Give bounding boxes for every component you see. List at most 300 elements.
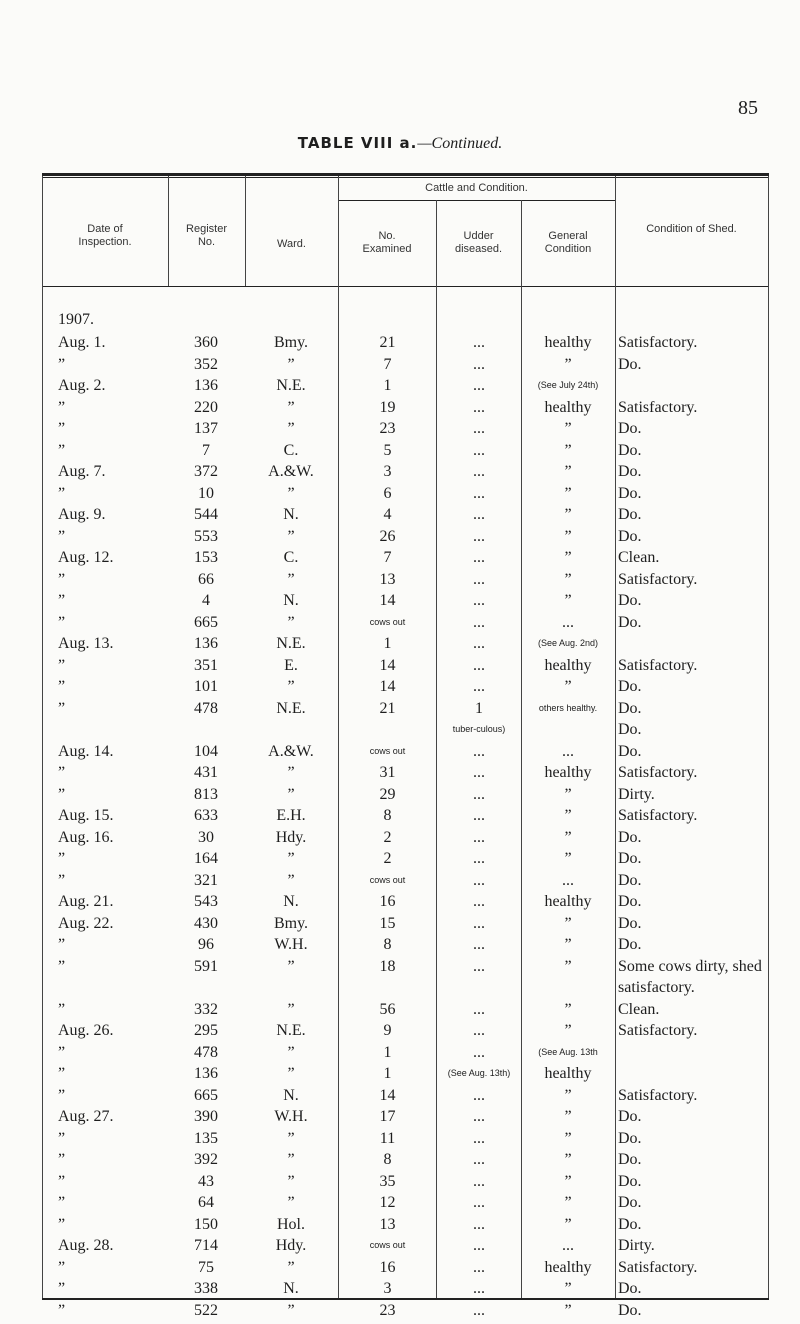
col-divider bbox=[245, 176, 246, 286]
cell-date: ” bbox=[58, 1215, 66, 1233]
cell-date: Aug. 14. bbox=[58, 742, 114, 760]
cell-date: ” bbox=[58, 1301, 66, 1319]
cell-reg: 553 bbox=[194, 527, 218, 545]
cell-no: 16 bbox=[379, 1258, 396, 1276]
table-row bbox=[0, 1151, 800, 1173]
cell-gen: ” bbox=[564, 936, 572, 953]
table-row bbox=[0, 463, 800, 485]
cell-udder: ... bbox=[473, 463, 485, 480]
table-row bbox=[0, 1022, 800, 1044]
cell-udder: ... bbox=[473, 936, 485, 953]
table-row bbox=[0, 1087, 800, 1109]
table-row bbox=[0, 356, 800, 378]
cell-reg: 43 bbox=[198, 1172, 214, 1190]
cell-reg: 295 bbox=[194, 1022, 218, 1039]
cell-udder: ... bbox=[473, 764, 485, 781]
cell-gen: ” bbox=[564, 420, 572, 437]
cell-reg: 153 bbox=[194, 549, 218, 566]
cell-ward: ” bbox=[287, 484, 295, 502]
cell-date: ” bbox=[58, 678, 66, 695]
cell-no: 14 bbox=[379, 678, 396, 695]
table-row bbox=[0, 743, 800, 765]
cell-udder: ... bbox=[473, 871, 485, 889]
cell-no: 21 bbox=[379, 699, 396, 717]
page-number: 85 bbox=[738, 97, 758, 119]
cell-shed: Do. bbox=[618, 871, 642, 889]
cattle-group-rule bbox=[338, 200, 615, 201]
cell-date: ” bbox=[58, 398, 66, 416]
table-row bbox=[0, 893, 800, 915]
table-row bbox=[0, 571, 800, 593]
cell-date: Aug. 27. bbox=[58, 1108, 114, 1125]
header-bottom-rule bbox=[42, 286, 769, 287]
cell-no: cows out bbox=[369, 874, 406, 885]
cell-udder: ... bbox=[473, 914, 485, 932]
cell-gen: healthy bbox=[544, 334, 592, 351]
cell-udder: ... bbox=[473, 1086, 485, 1104]
cell-shed: Satisfactory. bbox=[618, 334, 698, 351]
cell-date: ” bbox=[58, 527, 66, 545]
cell-no: 7 bbox=[383, 549, 392, 566]
cell-shed: Dirty. bbox=[618, 785, 655, 803]
cell-shed: Do. bbox=[618, 441, 642, 459]
cell-reg: 544 bbox=[194, 506, 218, 523]
cell-gen: ” bbox=[564, 355, 572, 373]
cell-reg: 338 bbox=[194, 1280, 218, 1297]
cell-no: 1 bbox=[383, 1065, 392, 1082]
cell-reg: 104 bbox=[194, 742, 218, 760]
cell-shed: Do. bbox=[618, 484, 642, 502]
cell-date: Aug. 1. bbox=[58, 334, 106, 351]
header-register: Register No. bbox=[186, 223, 227, 248]
cell-gen: healthy bbox=[544, 656, 592, 674]
cell-ward: A.&W. bbox=[268, 463, 314, 480]
cell-shed: Do. bbox=[618, 893, 642, 910]
cell-gen: ” bbox=[564, 828, 572, 846]
cell-gen: ” bbox=[564, 1215, 572, 1233]
cell-reg: 665 bbox=[194, 1086, 218, 1104]
table-row bbox=[0, 1280, 800, 1302]
cell-date: Aug. 9. bbox=[58, 506, 106, 523]
cell-shed: Satisfactory. bbox=[618, 1258, 698, 1276]
cell-gen: ” bbox=[564, 850, 572, 867]
cell-udder: ... bbox=[473, 484, 485, 502]
cell-gen: healthy bbox=[544, 1258, 592, 1276]
cell-reg: 64 bbox=[198, 1194, 214, 1211]
cell-date: ” bbox=[58, 1194, 66, 1211]
cell-date: ” bbox=[58, 592, 66, 609]
cell-reg: 136 bbox=[194, 635, 218, 652]
cell-shed: Clean. bbox=[618, 1000, 660, 1018]
cell-ward: ” bbox=[287, 1151, 295, 1168]
cell-no: 13 bbox=[379, 570, 396, 588]
cell-no: 14 bbox=[379, 656, 396, 674]
cell-shed: satisfactory. bbox=[618, 979, 695, 996]
cell-ward: N. bbox=[283, 1086, 299, 1104]
cell-no: 21 bbox=[379, 334, 396, 351]
cell-date: Aug. 16. bbox=[58, 828, 114, 846]
cell-no: 5 bbox=[383, 441, 392, 459]
cell-ward: ” bbox=[287, 527, 295, 545]
table-row bbox=[0, 399, 800, 421]
cell-date: ” bbox=[58, 1000, 66, 1018]
cell-ward: E.H. bbox=[276, 807, 306, 824]
cell-reg: 30 bbox=[198, 828, 214, 846]
cell-date: ” bbox=[58, 441, 66, 459]
table-row bbox=[0, 334, 800, 356]
cell-gen: ” bbox=[564, 484, 572, 502]
cell-no: 14 bbox=[379, 1086, 396, 1104]
cell-shed: Do. bbox=[618, 1215, 642, 1233]
header-no-examined: No. Examined bbox=[362, 230, 412, 255]
cell-udder: ... bbox=[473, 1022, 485, 1039]
cell-date: Aug. 7. bbox=[58, 463, 106, 480]
cell-reg: 220 bbox=[194, 398, 218, 416]
cell-udder: ... bbox=[473, 635, 485, 652]
cell-no: 29 bbox=[379, 785, 396, 803]
cell-no: 1 bbox=[383, 1043, 392, 1061]
cell-no: 15 bbox=[379, 914, 396, 932]
cell-reg: 390 bbox=[194, 1108, 218, 1125]
cell-date: Aug. 28. bbox=[58, 1237, 114, 1254]
cell-gen: ” bbox=[564, 592, 572, 609]
cell-date: ” bbox=[58, 1172, 66, 1190]
cell-gen: ” bbox=[564, 1108, 572, 1125]
cell-date: Aug. 15. bbox=[58, 807, 114, 824]
table-row bbox=[0, 700, 800, 722]
cell-shed: Do. bbox=[618, 1280, 642, 1297]
cell-no: 14 bbox=[379, 592, 396, 609]
cell-date: ” bbox=[58, 1065, 66, 1082]
cell-gen: healthy bbox=[544, 893, 592, 910]
table-row bbox=[0, 1173, 800, 1195]
cell-udder: ... bbox=[473, 592, 485, 609]
cell-gen: healthy bbox=[544, 1065, 592, 1082]
cell-gen: (See Aug. 13th bbox=[538, 1046, 598, 1057]
cell-ward: ” bbox=[287, 764, 295, 781]
table-row bbox=[0, 485, 800, 507]
cell-gen: ” bbox=[564, 1172, 572, 1190]
cell-gen: ” bbox=[564, 1301, 572, 1319]
cell-gen: ” bbox=[564, 1129, 572, 1147]
cell-gen: healthy bbox=[544, 764, 592, 781]
cell-date: ” bbox=[58, 1258, 66, 1276]
cell-ward: Hol. bbox=[277, 1215, 305, 1233]
cell-reg: 522 bbox=[194, 1301, 218, 1319]
cell-reg: 633 bbox=[194, 807, 218, 824]
cell-shed: Satisfactory. bbox=[618, 1086, 698, 1104]
cell-udder: ... bbox=[473, 355, 485, 373]
cell-shed: Do. bbox=[618, 1108, 642, 1125]
cell-no: 6 bbox=[383, 484, 392, 502]
cell-reg: 478 bbox=[194, 1043, 218, 1061]
table-row bbox=[0, 1237, 800, 1259]
cell-date: Aug. 2. bbox=[58, 377, 106, 394]
cell-reg: 4 bbox=[202, 592, 210, 609]
cell-ward: ” bbox=[287, 1065, 295, 1082]
cell-ward: ” bbox=[287, 871, 295, 889]
table-row bbox=[0, 1044, 800, 1066]
header-shed: Condition of Shed. bbox=[646, 223, 737, 235]
cell-shed: Do. bbox=[618, 699, 642, 717]
cell-gen: ” bbox=[564, 527, 572, 545]
cell-ward: ” bbox=[287, 1194, 295, 1211]
cell-shed: Do. bbox=[618, 592, 642, 609]
cell-ward: N. bbox=[283, 592, 299, 609]
table-row bbox=[0, 1302, 800, 1324]
cell-date: ” bbox=[58, 957, 66, 975]
cell-reg: 66 bbox=[198, 570, 214, 588]
cell-gen: healthy bbox=[544, 398, 592, 416]
cell-udder: ... bbox=[473, 1194, 485, 1211]
table-row bbox=[0, 936, 800, 958]
cell-shed: Dirty. bbox=[618, 1237, 655, 1254]
table-row bbox=[0, 872, 800, 894]
cell-ward: ” bbox=[287, 1000, 295, 1018]
table-row bbox=[0, 528, 800, 550]
cell-date: ” bbox=[58, 570, 66, 588]
cell-udder: tuber-culous) bbox=[452, 724, 506, 734]
cell-reg: 372 bbox=[194, 463, 218, 480]
cell-ward: Bmy. bbox=[273, 334, 309, 351]
cell-udder: 1 bbox=[475, 699, 483, 717]
cell-no: 16 bbox=[379, 893, 396, 910]
cell-ward: N.E. bbox=[276, 699, 306, 717]
cell-gen: ” bbox=[564, 549, 572, 566]
header-udder: Udder diseased. bbox=[454, 230, 503, 255]
cell-udder: ... bbox=[473, 420, 485, 437]
cell-gen: ... bbox=[562, 871, 574, 889]
cell-date: ” bbox=[58, 936, 66, 953]
cell-reg: 665 bbox=[194, 613, 218, 631]
cell-date: Aug. 21. bbox=[58, 893, 114, 910]
cell-ward: ” bbox=[287, 678, 295, 695]
table-row bbox=[0, 635, 800, 657]
cell-no: 31 bbox=[379, 764, 396, 781]
cell-udder: ... bbox=[473, 1108, 485, 1125]
cell-shed: Satisfactory. bbox=[618, 1022, 698, 1039]
cell-shed: Do. bbox=[618, 506, 642, 523]
cell-shed: Do. bbox=[618, 355, 642, 373]
cell-shed: Do. bbox=[618, 613, 642, 631]
table-title bbox=[0, 134, 800, 153]
cell-ward: ” bbox=[287, 613, 295, 631]
cell-ward: ” bbox=[287, 1301, 295, 1319]
cell-reg: 136 bbox=[194, 377, 218, 394]
header-general: General Condition bbox=[544, 230, 592, 255]
table-row bbox=[0, 678, 800, 700]
cell-udder: ... bbox=[473, 441, 485, 459]
cell-ward: N.E. bbox=[276, 1022, 306, 1039]
year-label: 1907. bbox=[58, 311, 94, 328]
cell-udder: ... bbox=[473, 850, 485, 867]
header-cattle-group: Cattle and Condition. bbox=[425, 182, 528, 194]
cell-reg: 352 bbox=[194, 355, 218, 373]
cell-reg: 478 bbox=[194, 699, 218, 717]
cell-date: ” bbox=[58, 871, 66, 889]
cell-gen: others healthy. bbox=[538, 702, 598, 713]
cell-udder: ... bbox=[473, 893, 485, 910]
cell-ward: C. bbox=[283, 441, 299, 459]
cell-reg: 136 bbox=[194, 1065, 218, 1082]
cell-udder: ... bbox=[473, 1237, 485, 1254]
cell-gen: ” bbox=[564, 506, 572, 523]
cell-shed: Satisfactory. bbox=[618, 807, 698, 824]
cell-date: ” bbox=[58, 850, 66, 867]
cell-shed: Do. bbox=[618, 850, 642, 867]
table-row bbox=[0, 377, 800, 399]
cell-udder: ... bbox=[473, 1280, 485, 1297]
table-row bbox=[0, 1130, 800, 1152]
cell-date: ” bbox=[58, 420, 66, 437]
table-row bbox=[0, 829, 800, 851]
cell-reg: 431 bbox=[194, 764, 218, 781]
cell-ward: ” bbox=[287, 355, 295, 373]
cell-no: 13 bbox=[379, 1215, 396, 1233]
cell-shed: Do. bbox=[618, 420, 642, 437]
table-row bbox=[0, 1001, 800, 1023]
cell-reg: 813 bbox=[194, 785, 218, 803]
cell-no: 1 bbox=[383, 635, 392, 652]
cell-ward: ” bbox=[287, 398, 295, 416]
cell-udder: (See Aug. 13th) bbox=[447, 1068, 511, 1078]
cell-reg: 150 bbox=[194, 1215, 218, 1233]
cell-gen: ... bbox=[562, 1237, 574, 1254]
table-row bbox=[0, 1108, 800, 1130]
cell-reg: 543 bbox=[194, 893, 218, 910]
cell-gen: ” bbox=[564, 1086, 572, 1104]
cell-udder: ... bbox=[473, 334, 485, 351]
cell-udder: ... bbox=[473, 678, 485, 695]
cell-reg: 321 bbox=[194, 871, 218, 889]
cell-udder: ... bbox=[473, 1000, 485, 1018]
cell-udder: ... bbox=[473, 828, 485, 846]
table-row bbox=[0, 979, 800, 1001]
cell-gen: ” bbox=[564, 807, 572, 824]
cell-udder: ... bbox=[473, 807, 485, 824]
cell-udder: ... bbox=[473, 742, 485, 760]
cell-ward: ” bbox=[287, 570, 295, 588]
table-row bbox=[0, 1216, 800, 1238]
table-row bbox=[0, 549, 800, 571]
table-row bbox=[0, 915, 800, 937]
cell-no: 18 bbox=[379, 957, 396, 975]
table-row bbox=[0, 614, 800, 636]
cell-udder: ... bbox=[473, 1215, 485, 1233]
table-row bbox=[0, 592, 800, 614]
cell-reg: 591 bbox=[194, 957, 218, 975]
cell-no: 56 bbox=[379, 1000, 396, 1018]
cell-ward: W.H. bbox=[274, 1108, 308, 1125]
cell-no: 3 bbox=[383, 463, 392, 480]
cell-gen: ” bbox=[564, 1194, 572, 1211]
cell-udder: ... bbox=[473, 377, 485, 394]
cell-reg: 96 bbox=[198, 936, 214, 953]
cell-no: 1 bbox=[383, 377, 392, 394]
cell-shed: Do. bbox=[618, 742, 642, 760]
cell-shed: Do. bbox=[618, 828, 642, 846]
cell-shed: Do. bbox=[618, 527, 642, 545]
cell-reg: 135 bbox=[194, 1129, 218, 1147]
cell-no: 12 bbox=[379, 1194, 396, 1211]
cell-no: 7 bbox=[383, 355, 392, 373]
cell-ward: ” bbox=[287, 1043, 295, 1061]
cell-ward: ” bbox=[287, 957, 295, 975]
cell-no: cows out bbox=[369, 745, 406, 756]
table-row bbox=[0, 657, 800, 679]
cell-ward: ” bbox=[287, 1258, 295, 1276]
cell-shed: Satisfactory. bbox=[618, 656, 698, 674]
header-ward: Ward. bbox=[277, 238, 306, 250]
cell-udder: ... bbox=[473, 527, 485, 545]
table-row bbox=[0, 1194, 800, 1216]
cell-ward: Bmy. bbox=[273, 914, 309, 932]
cell-no: 23 bbox=[379, 1301, 396, 1319]
cell-udder: ... bbox=[473, 613, 485, 631]
cell-ward: ” bbox=[287, 850, 295, 867]
cell-udder: ... bbox=[473, 1129, 485, 1147]
cell-udder: ... bbox=[473, 785, 485, 803]
cell-reg: 392 bbox=[194, 1151, 218, 1168]
table-row bbox=[0, 786, 800, 808]
table-row bbox=[0, 420, 800, 442]
cell-date: Aug. 26. bbox=[58, 1022, 114, 1039]
cell-reg: 714 bbox=[194, 1237, 218, 1254]
cell-date: ” bbox=[58, 1151, 66, 1168]
cell-no: 2 bbox=[383, 828, 392, 846]
cell-no: 2 bbox=[383, 850, 392, 867]
cell-reg: 351 bbox=[194, 656, 218, 674]
cell-udder: ... bbox=[473, 1043, 485, 1061]
cell-reg: 101 bbox=[194, 678, 218, 695]
cell-udder: ... bbox=[473, 1151, 485, 1168]
cell-shed: Satisfactory. bbox=[618, 398, 698, 416]
table-row bbox=[0, 442, 800, 464]
cell-date: ” bbox=[58, 1086, 66, 1104]
cell-reg: 75 bbox=[198, 1258, 214, 1276]
cell-no: 3 bbox=[383, 1280, 392, 1297]
cell-shed: Do. bbox=[618, 1194, 642, 1211]
cell-shed: Do. bbox=[618, 1151, 642, 1168]
cell-udder: ... bbox=[473, 570, 485, 588]
cell-udder: ... bbox=[473, 1258, 485, 1276]
cell-shed: Satisfactory. bbox=[618, 570, 698, 588]
cell-date: ” bbox=[58, 785, 66, 803]
cell-udder: ... bbox=[473, 506, 485, 523]
cell-udder: ... bbox=[473, 957, 485, 975]
cell-date: ” bbox=[58, 656, 66, 674]
cell-no: 8 bbox=[383, 807, 392, 824]
cell-ward: ” bbox=[287, 1129, 295, 1147]
cell-shed: Do. bbox=[618, 1301, 642, 1319]
cell-date: Aug. 12. bbox=[58, 549, 114, 566]
header-date: Date of Inspection. bbox=[78, 223, 132, 248]
cell-shed: Do. bbox=[618, 678, 642, 695]
cell-gen: ” bbox=[564, 463, 572, 480]
cell-gen: (See Aug. 2nd) bbox=[537, 638, 599, 648]
cell-reg: 360 bbox=[194, 334, 218, 351]
cell-udder: ... bbox=[473, 1172, 485, 1190]
cell-no: 35 bbox=[379, 1172, 396, 1190]
cell-ward: E. bbox=[284, 656, 298, 674]
cell-udder: ... bbox=[473, 549, 485, 566]
table-row bbox=[0, 1259, 800, 1281]
table-row bbox=[0, 506, 800, 528]
cell-date: Aug. 22. bbox=[58, 914, 114, 932]
table-top-rule bbox=[42, 173, 769, 176]
cell-date: ” bbox=[58, 764, 66, 781]
table-row bbox=[0, 1065, 800, 1087]
